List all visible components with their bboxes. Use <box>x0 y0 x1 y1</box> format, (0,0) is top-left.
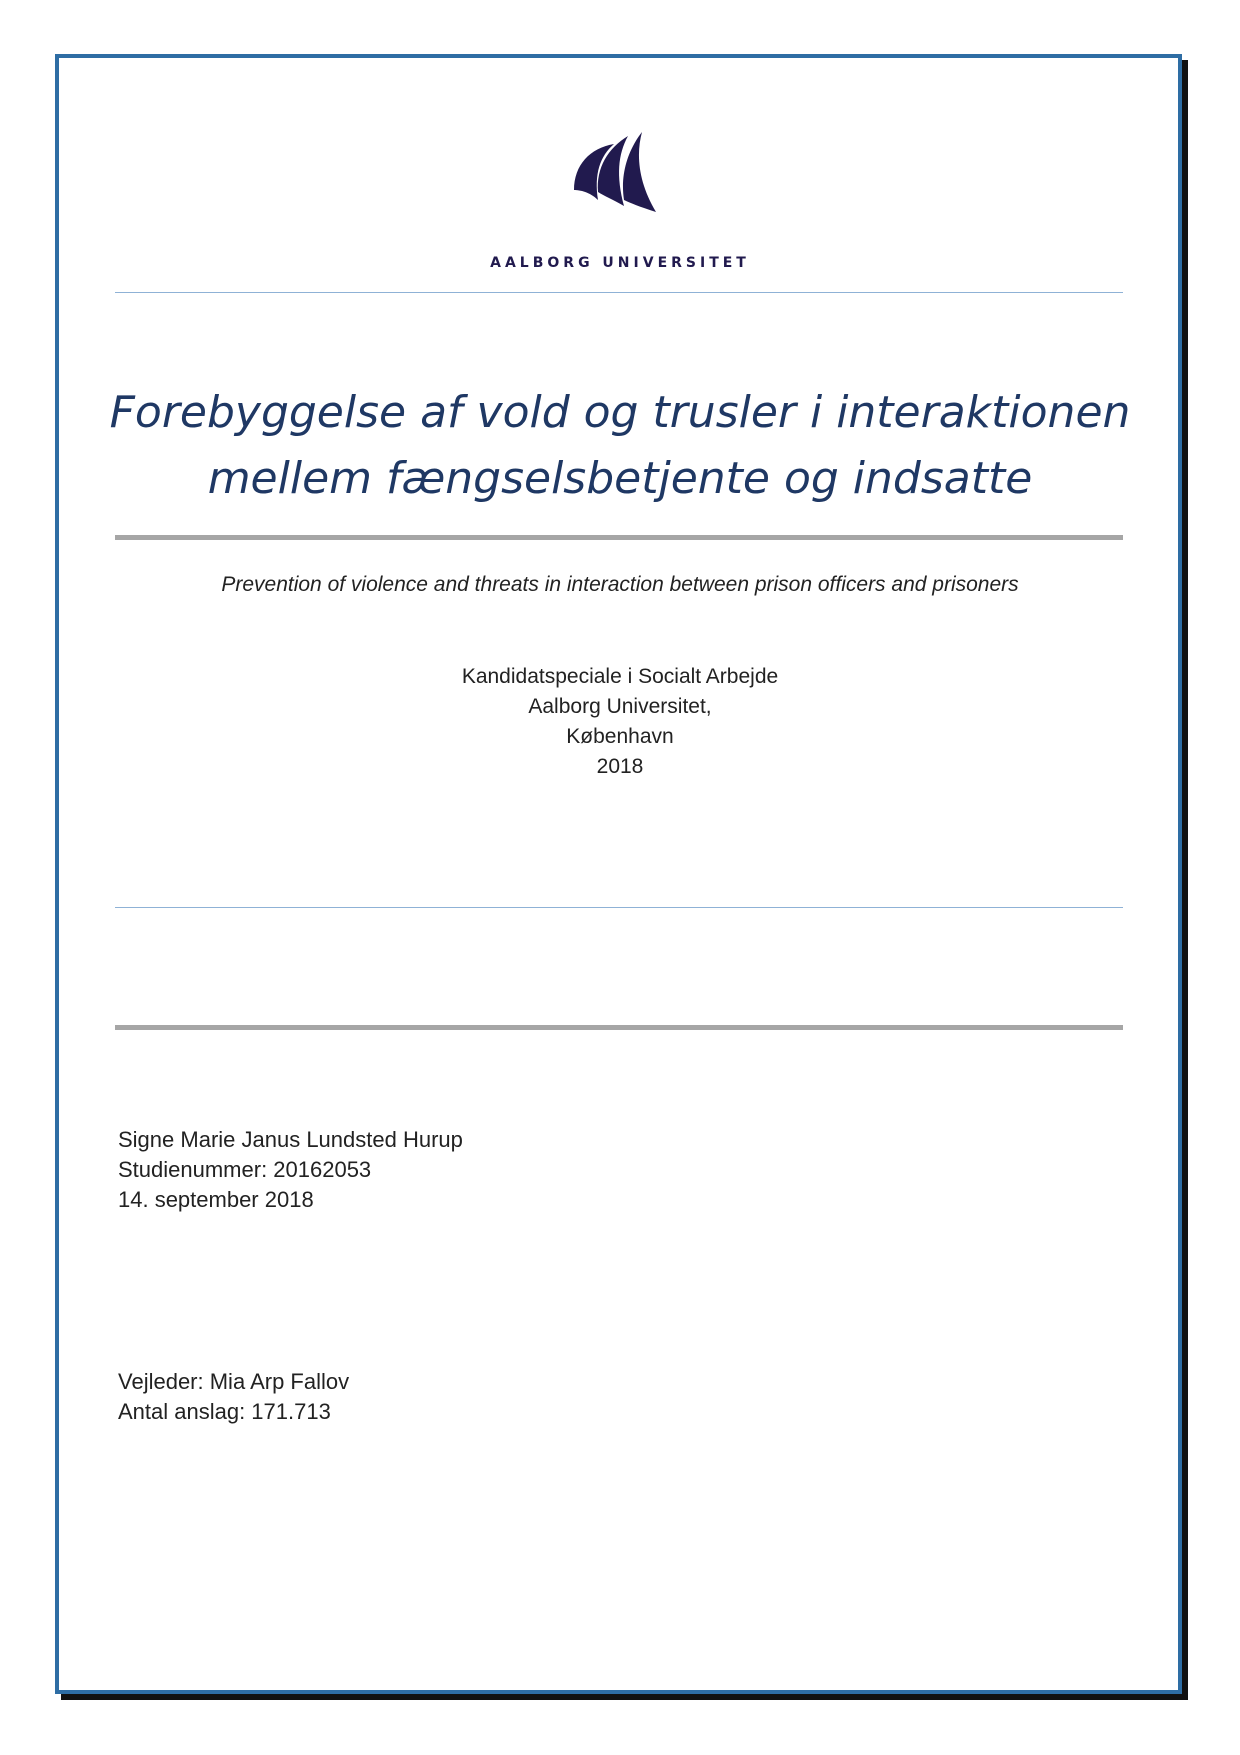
middle-divider <box>115 907 1123 908</box>
author-info-block <box>118 1125 463 1215</box>
author-name: Signe Marie Janus Lundsted Hurup <box>118 1127 463 1152</box>
thesis-university: Aalborg Universitet, <box>528 695 712 718</box>
student-number: Studienummer: 20162053 <box>118 1157 372 1182</box>
thesis-title-line-1: Forebyggelse af vold og trusler i interaktionen <box>109 387 1131 438</box>
title-divider <box>115 535 1123 540</box>
english-subtitle: Prevention of violence and threats in interaction between prison officers and prisoners <box>221 573 1019 596</box>
supervisor-name: Vejleder: Mia Arp Fallov <box>118 1369 350 1394</box>
university-name: AALBORG UNIVERSITET <box>490 255 750 271</box>
thesis-year: 2018 <box>596 755 644 778</box>
page-border-frame <box>55 54 1182 1694</box>
thesis-degree: Kandidatspeciale i Socialt Arbejde <box>461 665 779 688</box>
header-divider <box>115 292 1123 293</box>
thesis-title-line-2: mellem fængselsbetjente og indsatte <box>207 453 1033 504</box>
supervisor-info-block <box>118 1367 349 1427</box>
character-count: Antal anslag: 171.713 <box>118 1399 331 1424</box>
thesis-title <box>80 380 1160 512</box>
aau-wave-logo-icon <box>570 130 662 222</box>
submission-date: 14. september 2018 <box>118 1187 314 1212</box>
thesis-city: København <box>566 725 674 748</box>
lower-divider <box>115 1025 1123 1030</box>
thesis-info-block <box>0 662 1240 782</box>
